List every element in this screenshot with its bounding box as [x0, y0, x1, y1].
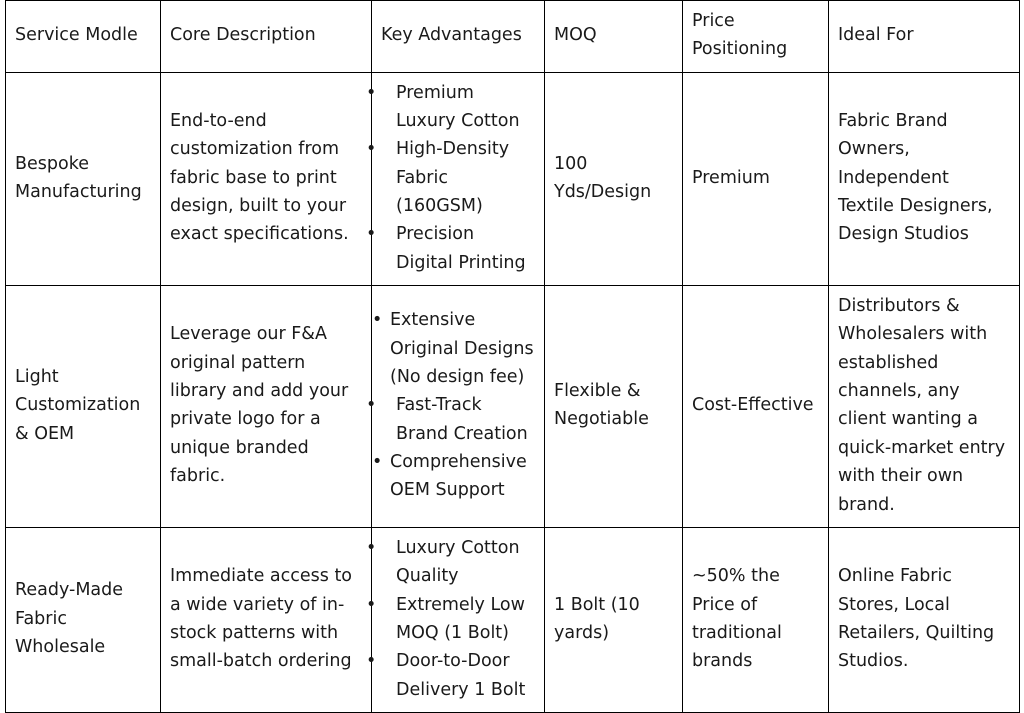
advantage-item: • Fast-Track Brand Creation: [381, 391, 535, 448]
service-comparison-table: [5, 0, 1020, 713]
table-row: [6, 286, 1020, 528]
advantage-item: • Luxury Cotton Quality: [381, 534, 535, 591]
table-row: [6, 72, 1020, 285]
column-header-ideal-for: Ideal For: [829, 1, 1020, 73]
cell-moq: 100 Yds/Design: [545, 72, 683, 285]
cell-ideal-for: Online Fabric Stores, Local Retailers, Quilting Studios.: [829, 527, 1020, 712]
column-header-service-model: Service Modle: [6, 1, 161, 73]
column-header-moq: MOQ: [545, 1, 683, 73]
cell-moq: Flexible & Negotiable: [545, 286, 683, 528]
cell-core-description: End-to-end customization from fabric base to print design, built to your exact specifications.: [161, 72, 372, 285]
cell-price-positioning: Premium: [683, 72, 829, 285]
advantage-item: • Extensive Original Designs (No design fee): [381, 306, 535, 391]
advantage-list: [381, 534, 535, 704]
table-row: [6, 527, 1020, 712]
advantage-list: [381, 79, 535, 277]
cell-core-description: Leverage our F&A original pattern library and add your private logo for a unique branded fabric.: [161, 286, 372, 528]
advantage-item: • Premium Luxury Cotton: [381, 79, 535, 136]
cell-ideal-for: Distributors & Wholesalers with established channels, any client wanting a quick-market entry with their own brand.: [829, 286, 1020, 528]
cell-moq: 1 Bolt (10 yards): [545, 527, 683, 712]
advantage-item: • Comprehensive OEM Support: [381, 448, 535, 505]
table-body: [6, 72, 1020, 712]
column-header-core-description: Core Description: [161, 1, 372, 73]
cell-service-model: Bespoke Manufacturing: [6, 72, 161, 285]
table-header: [6, 1, 1020, 73]
advantage-list: [381, 306, 535, 504]
advantage-item: • Precision Digital Printing: [381, 220, 535, 277]
advantage-item: • Door-to-Door Delivery 1 Bolt: [381, 647, 535, 704]
table-header-row: [6, 1, 1020, 73]
cell-key-advantages: [372, 286, 545, 528]
cell-key-advantages: [372, 72, 545, 285]
column-header-key-advantages: Key Advantages: [372, 1, 545, 73]
cell-service-model: Light Customization & OEM: [6, 286, 161, 528]
advantage-item: • High-Density Fabric (160GSM): [381, 135, 535, 220]
column-header-price-positioning: Price Positioning: [683, 1, 829, 73]
advantage-item: • Extremely Low MOQ (1 Bolt): [381, 591, 535, 648]
cell-service-model: Ready-Made Fabric Wholesale: [6, 527, 161, 712]
cell-ideal-for: Fabric Brand Owners, Independent Textile Designers, Design Studios: [829, 72, 1020, 285]
cell-price-positioning: ~50% the Price of traditional brands: [683, 527, 829, 712]
cell-price-positioning: Cost-Effective: [683, 286, 829, 528]
cell-key-advantages: [372, 527, 545, 712]
cell-core-description: Immediate access to a wide variety of in-stock patterns with small-batch ordering: [161, 527, 372, 712]
